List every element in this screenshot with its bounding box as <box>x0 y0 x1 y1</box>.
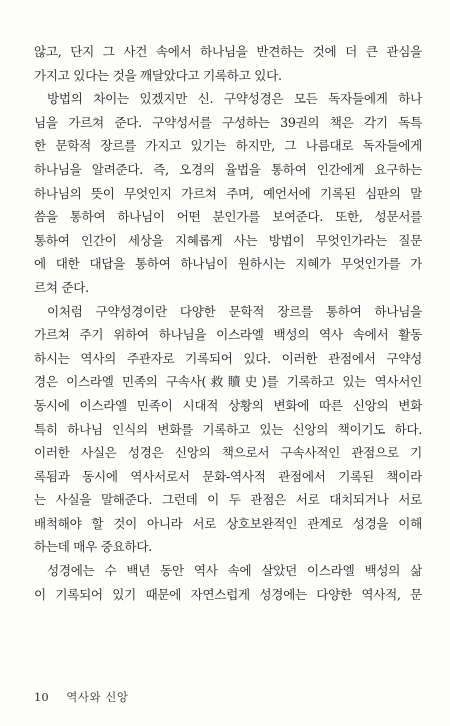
paragraph-start-line: 이처럼 구약성경이란 다양한 문학적 장르를 통하여 하나님을 <box>47 303 422 319</box>
text-line: 통하여 인간이 세상을 지혜롭게 사는 방법이 무엇인가라는 질문 <box>34 232 422 248</box>
text-line: 배척해야 할 것이 아니라 서로 상호보완적인 관계로 성경을 이해 <box>34 515 422 531</box>
text-line: 하시는 역사의 주관자로 기록되어 있다. 이러한 관점에서 구약성 <box>34 350 422 366</box>
paragraph-start-line: 방법의 차이는 있겠지만 신. 구약성경은 모든 독자들에게 하나 <box>47 91 422 107</box>
page-footer <box>34 688 129 706</box>
text-line: 하는데 매우 중요하다. <box>34 539 152 555</box>
text-line: 하나님을 알려준다. 즉, 오경의 율법을 통하여 인간에게 요구하는 <box>34 161 422 177</box>
text-line: 동시에 이스라엘 민족이 시대적 상황의 변화에 따른 신앙의 변화 <box>34 397 422 413</box>
page-number: 10 <box>34 690 49 704</box>
text-line: 르쳐 준다. <box>34 279 89 295</box>
text-line: 이러한 사실은 성경은 신앙의 책으로서 구속사적인 관점으로 기 <box>34 445 422 461</box>
text-line: 가르쳐 주기 위하여 하나님을 이스라엘 백성의 역사 속에서 활동 <box>34 327 422 343</box>
text-line: 이 기록되어 있기 때문에 자연스럽게 성경에는 다양한 역사적, 문 <box>34 586 422 602</box>
text-line: 님을 가르쳐 준다. 구약성서를 구성하는 39권의 책은 각기 독특 <box>34 114 422 130</box>
text-line: 않고, 단지 그 사건 속에서 하나님을 반견하는 것에 더 큰 관심을 <box>34 44 422 59</box>
body-text <box>34 40 422 606</box>
text-line: 록됨과 동시에 역사서로서 문화-역사적 관점에서 기록된 책이라 <box>34 468 422 484</box>
running-title: 역사와 신앙 <box>66 690 129 704</box>
text-line: 한 문학적 장르를 가지고 있기는 하지만, 그 나름대로 독자들에게 <box>34 138 422 154</box>
text-line: 에 대한 대답을 통하여 하나님이 원하시는 지혜가 무엇인가를 가 <box>34 256 422 272</box>
text-line: 경은 이스라엘 민족의 구속사(救贖史)를 기록하고 있는 역사서인 <box>34 374 422 390</box>
text-line: 가지고 있다는 것을 깨달았다고 기록하고 있다. <box>34 67 282 83</box>
text-line: 하나님의 뜻이 무엇인지 가르쳐 주며, 예언서에 기록된 심판의 말 <box>34 185 422 201</box>
text-line: 씀을 통하여 하나님이 어떤 분인가를 보여준다. 또한, 성문서를 <box>34 209 422 225</box>
paragraph-start-line: 성경에는 수 백년 동안 역사 속에 살았던 이스라엘 백성의 삶 <box>47 563 422 579</box>
text-line: 특히 하나님 인식의 변화를 기록하고 있는 신앙의 책이기도 하다. <box>34 421 422 437</box>
text-line: 는 사실을 말해준다. 그런데 이 두 관점은 서로 대치되거나 서로 <box>34 492 422 508</box>
